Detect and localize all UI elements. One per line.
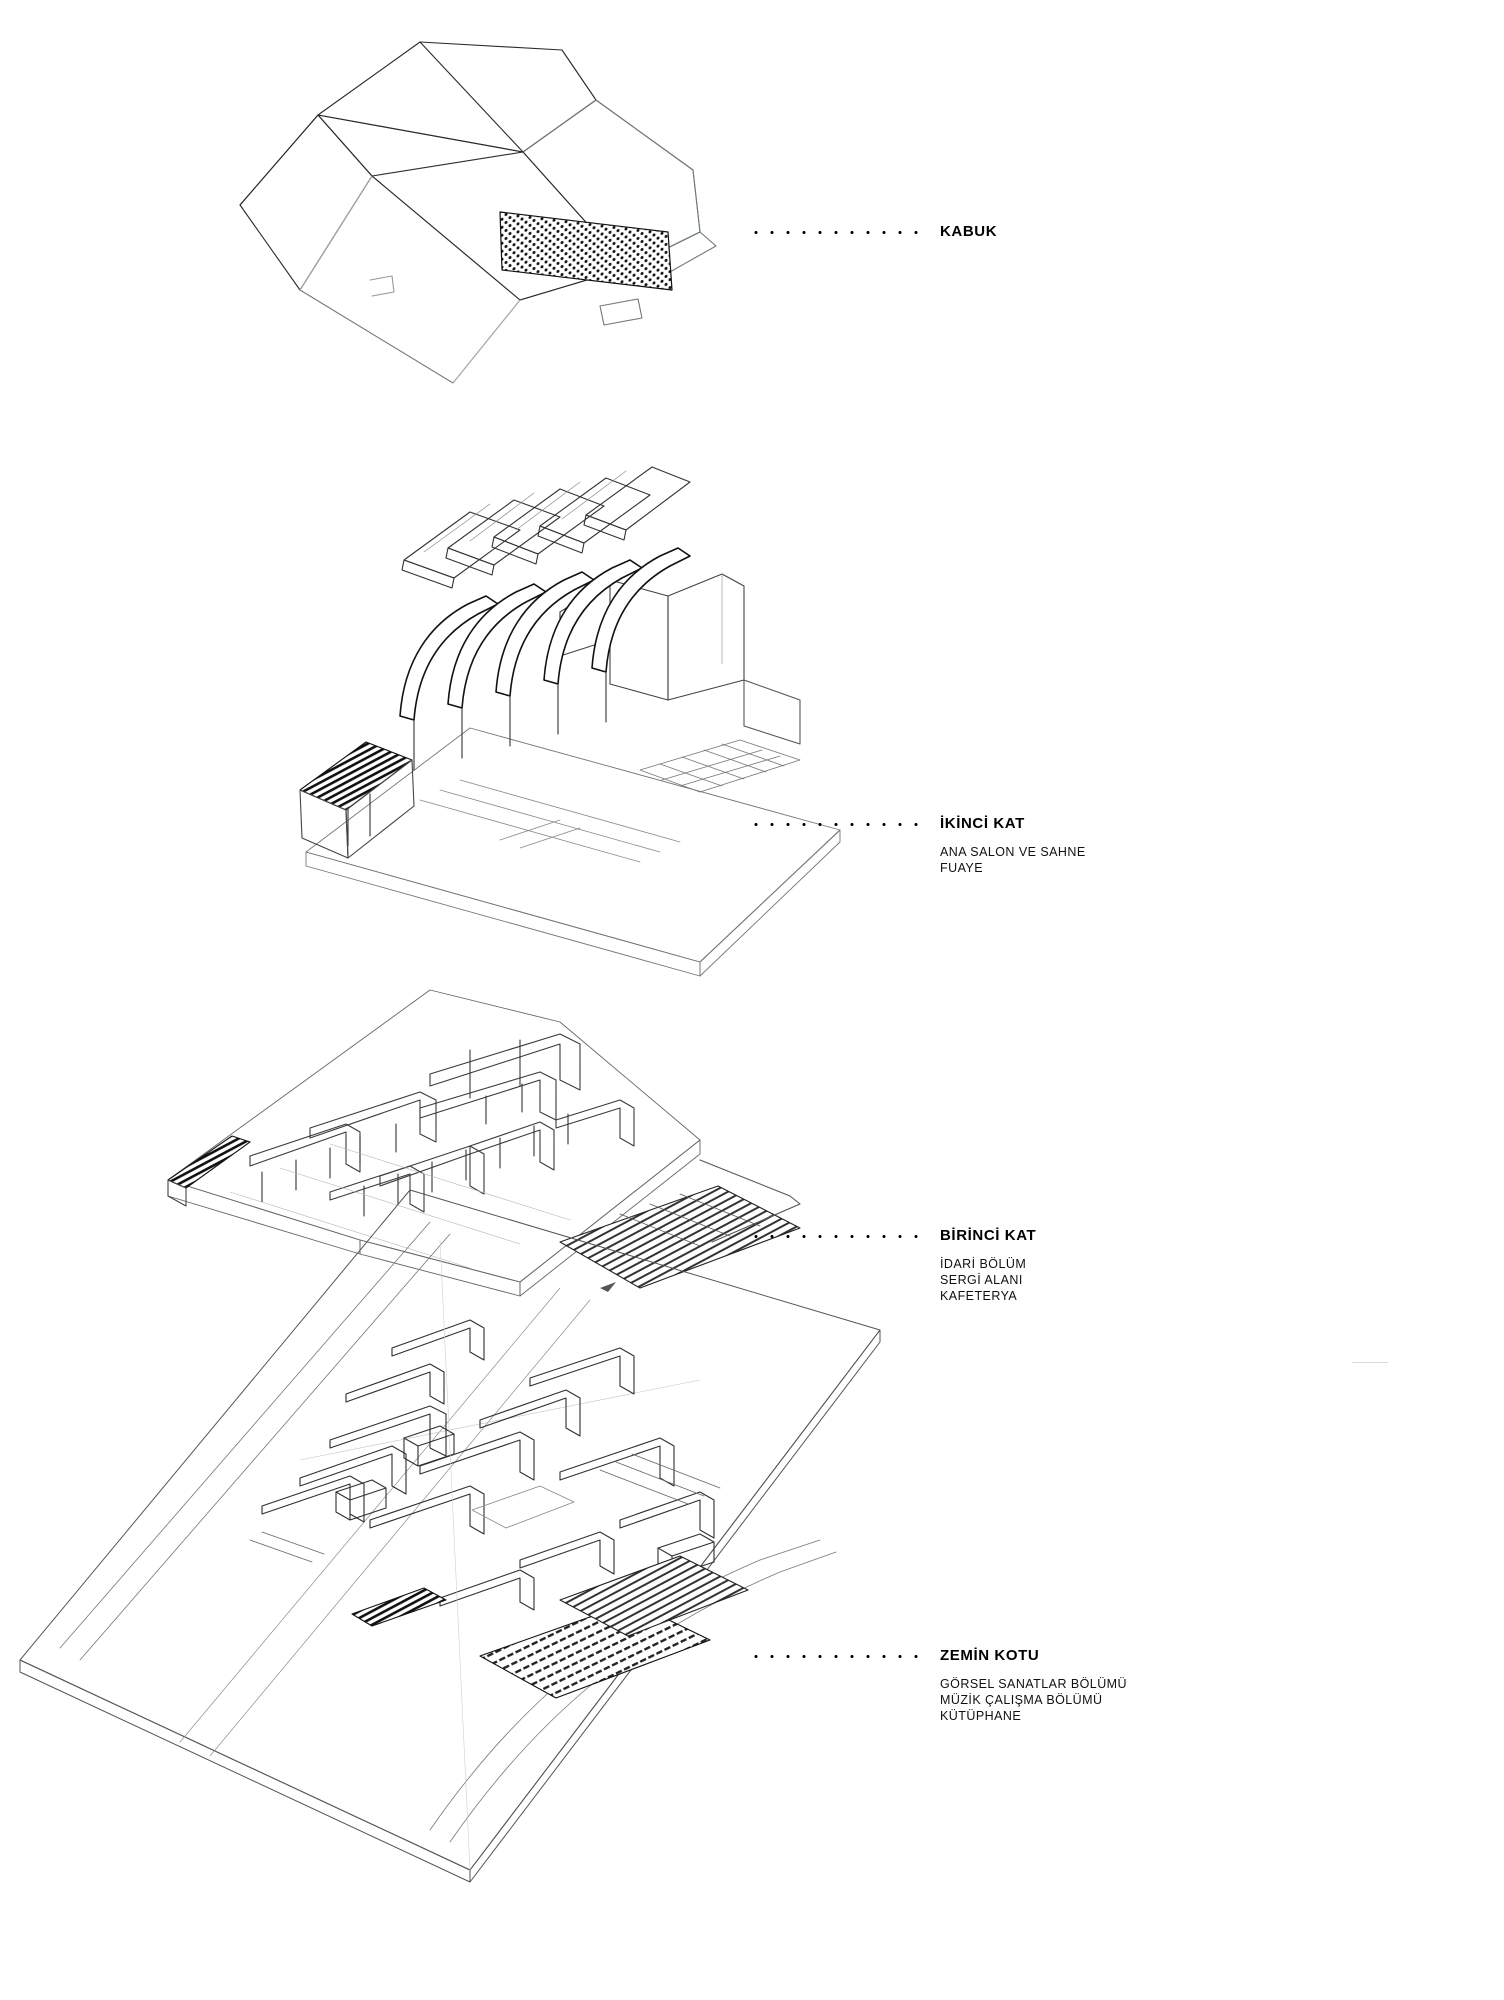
layer-second-floor: [300, 548, 840, 976]
layer-ground-level: [20, 1190, 880, 1882]
callout-subitem: FUAYE: [940, 861, 983, 875]
leader-line-ground-level: [748, 1655, 924, 1658]
stray-hairline: [1352, 1362, 1388, 1363]
callout-subitem: KÜTÜPHANE: [940, 1709, 1022, 1723]
callout-second-floor: [940, 816, 1380, 876]
callout-sublist-second-floor: [940, 844, 1380, 876]
callout-title-second-floor: İKİNCİ KAT: [940, 815, 1025, 832]
callout-sublist-first-floor: [940, 1256, 1380, 1304]
callout-title-shell: KABUK: [940, 223, 998, 240]
callout-subitem: ANA SALON VE SAHNE: [940, 845, 1086, 859]
callout-first-floor: [940, 1228, 1380, 1304]
leader-line-second-floor: [748, 823, 924, 826]
callout-subitem: MÜZİK ÇALIŞMA BÖLÜMÜ: [940, 1693, 1103, 1707]
layer-shell: [240, 42, 716, 383]
callout-subitem: İDARİ BÖLÜM: [940, 1257, 1027, 1271]
layer-first-floor: [168, 990, 800, 1296]
callout-subitem: SERGİ ALANI: [940, 1273, 1023, 1287]
legend-column: [940, 0, 1504, 2000]
callout-ground-level: [940, 1648, 1380, 1724]
callout-subitem: GÖRSEL SANATLAR BÖLÜMÜ: [940, 1677, 1128, 1691]
callout-sublist-ground-level: [940, 1676, 1380, 1724]
callout-shell: [940, 224, 1380, 252]
callout-title-ground-level: ZEMİN KOTU: [940, 1647, 1040, 1664]
leader-line-shell: [748, 231, 924, 234]
leader-line-first-floor: [748, 1235, 924, 1238]
callout-subitem: KAFETERYA: [940, 1289, 1018, 1303]
callout-title-first-floor: BİRİNCİ KAT: [940, 1227, 1037, 1244]
